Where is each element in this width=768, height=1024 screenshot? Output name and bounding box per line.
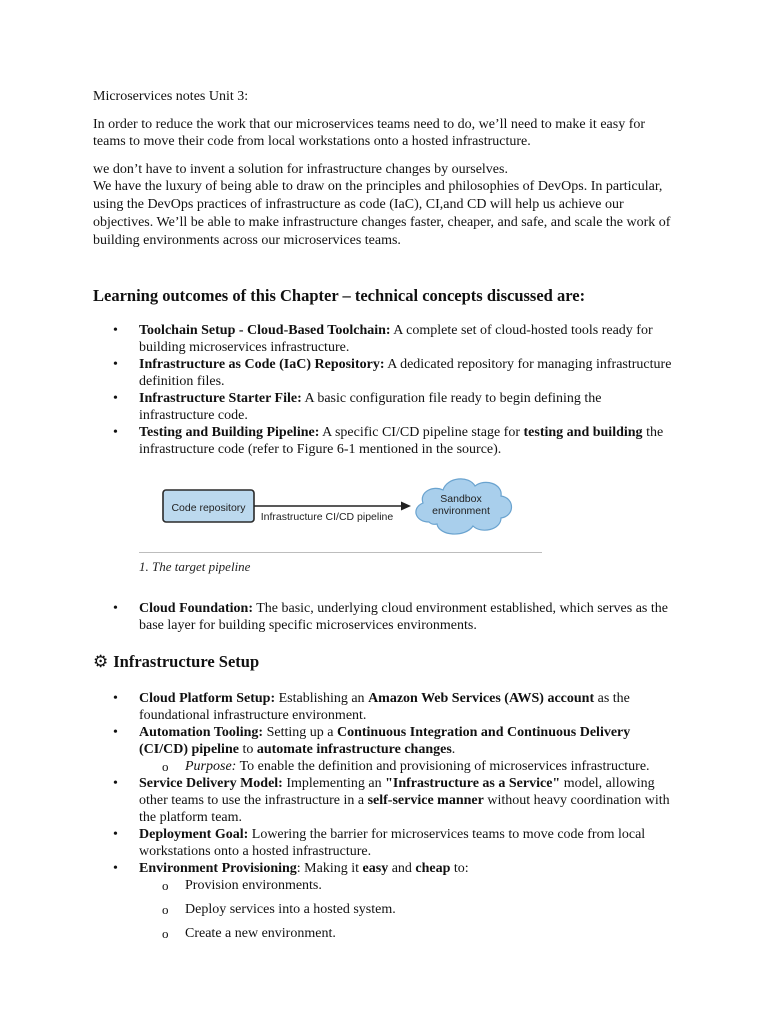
item-term: Cloud Platform Setup:: [139, 691, 276, 706]
item-text: A specific CI/CD pipeline stage for: [319, 425, 524, 440]
item-text: Implementing an: [282, 776, 386, 791]
pipeline-label: Infrastructure CI/CD pipeline: [260, 511, 394, 523]
bullet-icon: •: [113, 425, 118, 440]
cloud-foundation-list: [93, 600, 679, 634]
sub-item-text: Create a new environment.: [185, 926, 336, 941]
purpose-text: To enable the definition and provisioning of microservices infrastructure.: [236, 759, 650, 774]
bullet-icon: •: [113, 601, 118, 616]
sub-list-item: [139, 877, 679, 894]
item-emphasis: cheap: [415, 861, 451, 876]
sub-bullet-icon: o: [162, 926, 169, 941]
bullet-icon: •: [113, 323, 118, 338]
item-text: to: [238, 742, 257, 757]
provisioning-sublist: [139, 877, 679, 942]
item-term: Infrastructure Starter File:: [139, 391, 302, 406]
bullet-icon: •: [113, 827, 118, 842]
document-page: [93, 88, 679, 949]
item-text: without heavy coordination with the platform team.: [139, 793, 670, 825]
sub-bullet-icon: o: [162, 878, 169, 893]
item-text: as the foundational infrastructure environment.: [139, 691, 630, 723]
bullet-icon: •: [113, 776, 118, 791]
list-item: [93, 390, 679, 424]
devops-paragraph-line1: we don’t have to invent a solution for infrastructure changes by ourselves.: [93, 162, 508, 177]
sub-list-item: [139, 758, 679, 775]
item-emphasis: Amazon Web Services (AWS) account: [368, 691, 595, 706]
list-item: [93, 826, 679, 860]
item-text: : Making it: [296, 861, 363, 876]
item-term: Toolchain Setup - Cloud-Based Toolchain:: [139, 323, 391, 338]
item-emphasis: easy: [362, 861, 389, 876]
learning-outcomes-list: [93, 322, 679, 458]
pipeline-diagram: [139, 468, 539, 552]
intro-paragraph: In order to reduce the work that our microservices teams need to do, we’ll need to make it easy for teams to move their code from local workstations onto a hosted infrastructure.: [93, 117, 646, 149]
item-text: Establishing an: [275, 691, 369, 706]
item-text: and: [388, 861, 416, 876]
sub-item-text: Provision environments.: [185, 878, 322, 893]
learning-outcomes-heading: Learning outcomes of this Chapter – technical concepts discussed are:: [93, 286, 586, 305]
purpose-label: Purpose:: [185, 759, 237, 774]
item-text: Lowering the barrier for microservices teams to move code from local workstations onto a hosted infrastructure.: [139, 827, 646, 859]
item-text: A complete set of cloud-hosted tools ready for building microservices infrastructure.: [139, 323, 653, 355]
bullet-icon: •: [113, 861, 118, 876]
bullet-icon: •: [113, 357, 118, 372]
devops-paragraph: We have the luxury of being able to draw on the principles and philosophies of DevOps. In particular, using the DevOps practices of infrastructure as code (IaC), CI,and CD will help us achieve our objectives. We’ll be able to make infrastructure changes faster, cheaper, and safe, and scale the work of building environments across our microservices teams.: [93, 179, 671, 248]
item-text: the infrastructure code (refer to Figure 6-1 mentioned in the source).: [139, 425, 664, 457]
gear-icon: ⚙: [93, 652, 109, 671]
item-text: A basic configuration file ready to begin defining the infrastructure code.: [139, 391, 602, 423]
item-text: model, allowing other teams to use the infrastructure in a: [139, 776, 655, 808]
sandbox-label-line1: Sandbox: [440, 493, 482, 505]
list-item: [93, 322, 679, 356]
bullet-icon: •: [113, 725, 118, 740]
item-text: Setting up a: [263, 725, 337, 740]
item-term: Environment Provisioning: [139, 861, 297, 876]
sub-list-item: [139, 901, 679, 918]
item-text: .: [451, 742, 456, 757]
item-emphasis: self-service manner: [367, 793, 484, 808]
item-text: A dedicated repository for managing infrastructure definition files.: [139, 357, 672, 389]
sub-bullet-icon: o: [162, 759, 169, 774]
bullet-icon: •: [113, 691, 118, 706]
item-term: Automation Tooling:: [139, 725, 264, 740]
sub-item-text: Deploy services into a hosted system.: [185, 902, 396, 917]
figure-divider: [139, 552, 542, 553]
pipeline-figure: [93, 468, 679, 600]
sandbox-label-line2: environment: [432, 505, 490, 517]
item-term: Testing and Building Pipeline:: [139, 425, 320, 440]
doc-title: Microservices notes Unit 3:: [93, 89, 249, 104]
list-item: [93, 775, 679, 826]
purpose-sublist: [139, 758, 679, 775]
list-item: [93, 690, 679, 724]
figure-caption: 1. The target pipeline: [139, 559, 251, 574]
infrastructure-setup-heading: [93, 652, 679, 672]
sub-bullet-icon: o: [162, 902, 169, 917]
item-emphasis: automate infrastructure changes: [256, 742, 452, 757]
pipeline-arrow-head: [401, 502, 411, 511]
list-item: [93, 600, 679, 634]
item-emphasis: testing and building: [523, 425, 643, 440]
item-term: Deployment Goal:: [139, 827, 249, 842]
list-item: [93, 860, 679, 942]
item-emphasis: Continuous Integration and Continuous Delivery (CI/CD) pipeline: [139, 725, 631, 757]
item-term: Cloud Foundation:: [139, 601, 253, 616]
item-term: Infrastructure as Code (IaC) Repository:: [139, 357, 385, 372]
item-term: Service Delivery Model:: [139, 776, 283, 791]
infrastructure-setup-list: [93, 690, 679, 942]
code-repository-label: Code repository: [171, 502, 246, 514]
list-item: [93, 424, 679, 458]
infrastructure-setup-title: Infrastructure Setup: [113, 652, 260, 671]
list-item: [93, 356, 679, 390]
list-item: [93, 724, 679, 775]
item-text: The basic, underlying cloud environment established, which serves as the base layer for building specific microservices environments.: [139, 601, 668, 633]
bullet-icon: •: [113, 391, 118, 406]
sub-list-item: [139, 925, 679, 942]
item-emphasis: "Infrastructure as a Service": [385, 776, 561, 791]
item-text: to:: [450, 861, 469, 876]
